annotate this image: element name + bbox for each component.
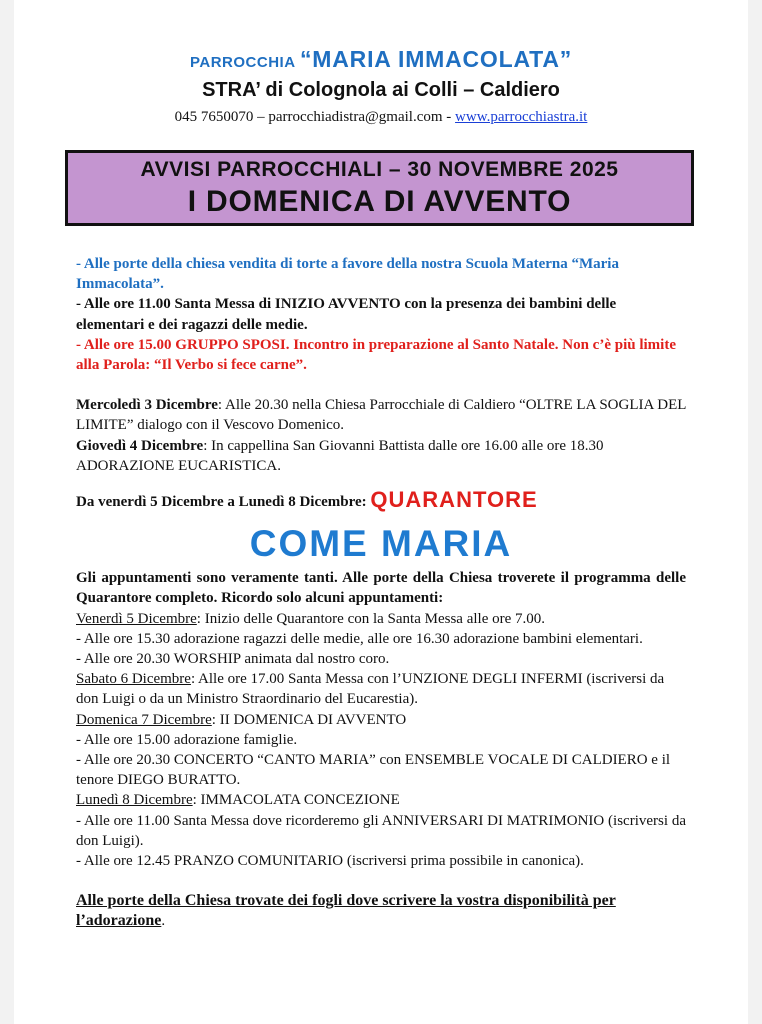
- monday-item-anniversaries: - Alle ore 11.00 Santa Messa dove ricorderemo gli ANNIVERSARI DI MATRIMONIO (iscriversi da don Luigi).: [76, 812, 686, 849]
- sunday-item-families: - Alle ore 15.00 adorazione famiglie.: [76, 731, 298, 748]
- thursday-label: Giovedì 4 Dicembre: [76, 437, 204, 454]
- quarantore-intro-line: [76, 487, 686, 513]
- website-link[interactable]: www.parrocchiastra.it: [455, 109, 588, 125]
- friday-item-worship: - Alle ore 20.30 WORSHIP animata dal nostro coro.: [76, 651, 390, 668]
- event-wednesday: [76, 395, 686, 435]
- wednesday-label: Mercoledì 3 Dicembre: [76, 397, 218, 414]
- schedule-friday: [76, 609, 686, 629]
- sunday-text: : II DOMENICA DI AVVENTO: [211, 711, 407, 728]
- parish-name: “MARIA IMMACOLATA”: [299, 46, 573, 72]
- contacts-text: 045 7650070 – parrocchiadistra@gmail.com -: [174, 109, 456, 125]
- schedule-sunday: [76, 710, 686, 730]
- friday-label: Venerdì 5 Dicembre: [76, 610, 197, 627]
- bulletin-body: [76, 254, 686, 932]
- parish-title: [14, 46, 748, 73]
- announcement-banner: [65, 150, 694, 226]
- notice-cakes: - Alle porte della chiesa vendita di torte a favore della nostra Scuola Materna “Maria Immacolata”.: [76, 256, 619, 293]
- saturday-label: Sabato 6 Dicembre: [76, 671, 191, 688]
- schedule-monday: [76, 790, 686, 810]
- monday-text: : IMMACOLATA CONCEZIONE: [192, 792, 400, 809]
- parish-location: STRA’ di Colognola ai Colli – Caldiero: [202, 79, 560, 101]
- footer-period: .: [161, 913, 166, 930]
- footer-note: Alle porte della Chiesa trovate dei fogli dove scrivere la vostra disponibilità per l’adorazione: [76, 892, 616, 930]
- friday-text: : Inizio delle Quarantore con la Santa Messa alle ore 7.00.: [196, 610, 546, 627]
- schedule-saturday: [76, 669, 686, 709]
- quarantore-intro: Da venerdì 5 Dicembre a Lunedì 8 Dicembre:: [76, 494, 371, 511]
- saturday-text: : Alle ore 17.00 Santa Messa con l’UNZIONE DEGLI INFERMI (iscriversi da don Luigi o da un Ministro Straordinario del Eucarestia).: [76, 671, 665, 708]
- event-thursday: [76, 436, 686, 476]
- spacer: [76, 871, 686, 891]
- bulletin-page: [14, 0, 748, 1024]
- parish-prefix: PARROCCHIA: [189, 54, 296, 71]
- monday-label: Lunedì 8 Dicembre: [76, 792, 193, 809]
- sunday-item-concert: - Alle ore 20.30 CONCERTO “CANTO MARIA” con ENSEMBLE VOCALE DI CALDIERO e il tenore DIEGO BURATTO.: [76, 752, 671, 789]
- quarantore-title: QUARANTORE: [370, 487, 538, 513]
- banner-date-title: AVVISI PARROCCHIALI – 30 NOVEMBRE 2025: [140, 158, 619, 181]
- sunday-label: Domenica 7 Dicembre: [76, 711, 212, 728]
- parish-contacts: [14, 109, 748, 126]
- wednesday-text: : Alle 20.30 nella Chiesa Parrocchiale di Caldiero “OLTRE LA SOGLIA DEL LIMITE” dialogo con il Vescovo Domenico.: [76, 397, 686, 434]
- friday-item-adoration: - Alle ore 15.30 adorazione ragazzi delle medie, alle ore 16.30 adorazione bambini elementari.: [76, 630, 643, 647]
- spacer: [76, 375, 686, 395]
- banner-sunday-title: I DOMENICA DI AVVENTO: [187, 185, 572, 218]
- footer-note-line: [76, 891, 686, 931]
- come-maria-heading: COME MARIA: [249, 523, 513, 565]
- monday-item-lunch: - Alle ore 12.45 PRANZO COMUNITARIO (iscriversi prima possibile in canonica).: [76, 853, 584, 870]
- notice-spouses: - Alle ore 15.00 GRUPPO SPOSI. Incontro in preparazione al Santo Natale. Non c’è più limite alla Parola: “Il Verbo si fece carne”.: [76, 336, 676, 374]
- notice-mass: - Alle ore 11.00 Santa Messa di INIZIO AVVENTO con la presenza dei bambini delle elementari e dei ragazzi delle medie.: [76, 296, 617, 333]
- quarantore-lead: Gli appuntamenti sono veramente tanti. Alle porte della Chiesa troverete il programma delle Quarantore completo. Ricordo solo alcuni appuntamenti:: [76, 570, 686, 607]
- thursday-text: : In cappellina San Giovanni Battista dalle ore 16.00 alle ore 18.30 ADORAZIONE EUCARISTICA.: [76, 437, 604, 474]
